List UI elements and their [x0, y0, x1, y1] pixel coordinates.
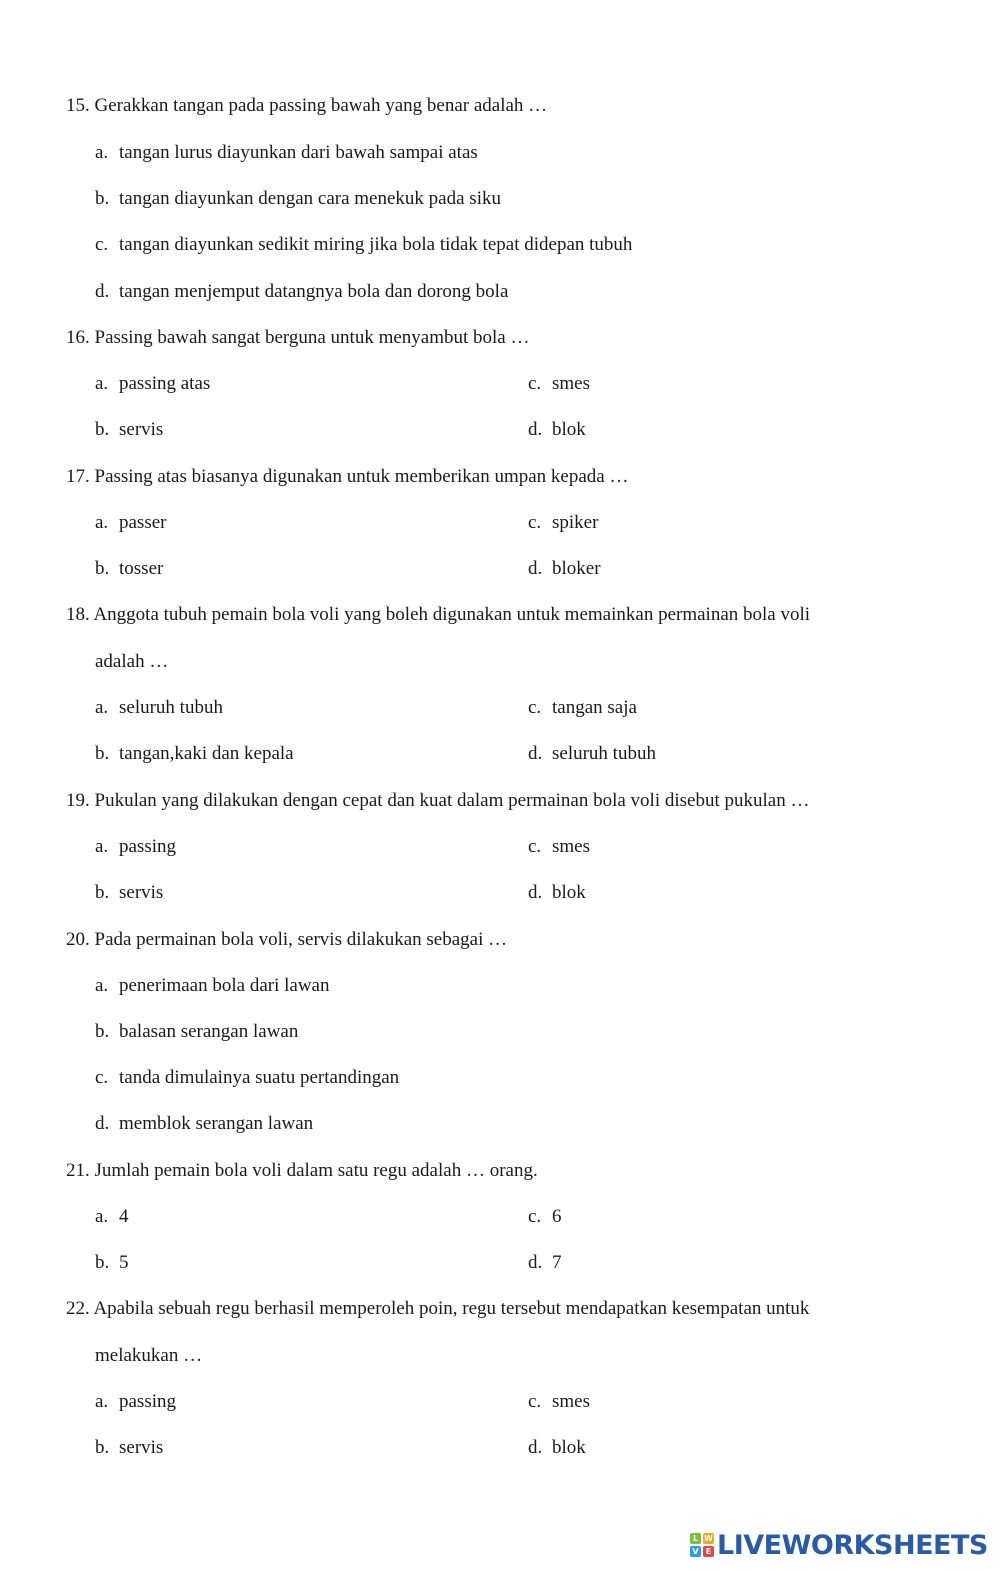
- question-18-continuation: adalah …: [95, 651, 169, 672]
- option-letter: b.: [95, 1437, 110, 1458]
- question-text: Passing bawah sangat berguna untuk menyambut bola …: [94, 327, 530, 348]
- option-letter: a.: [95, 697, 109, 718]
- option-letter: b.: [95, 419, 110, 440]
- question-number: 15.: [66, 95, 90, 116]
- option-17b[interactable]: [95, 558, 163, 580]
- option-text: tangan diayunkan sedikit miring jika bola tidak tepat didepan tubuh: [119, 234, 633, 255]
- option-letter: c.: [95, 234, 109, 255]
- option-21d[interactable]: [528, 1252, 562, 1274]
- option-text: 4: [119, 1206, 129, 1227]
- logo-icon-tile: E: [703, 1546, 714, 1557]
- question-22: [66, 1298, 809, 1320]
- option-text: tangan,kaki dan kepala: [119, 743, 294, 764]
- liveworksheets-logo[interactable]: [690, 1528, 990, 1562]
- question-number: 16.: [66, 327, 90, 348]
- option-text: penerimaan bola dari lawan: [119, 975, 330, 996]
- option-text: servis: [119, 419, 164, 440]
- question-17: [66, 466, 628, 488]
- option-letter: b.: [95, 882, 110, 903]
- option-text: smes: [552, 836, 590, 857]
- option-letter: c.: [528, 836, 542, 857]
- option-text: blok: [552, 1437, 586, 1458]
- option-text: smes: [552, 1391, 590, 1412]
- logo-icon-tile: W: [704, 1534, 713, 1543]
- option-text: memblok serangan lawan: [119, 1113, 314, 1134]
- option-19d[interactable]: [528, 882, 586, 904]
- question-16: [66, 327, 530, 349]
- option-text: tosser: [119, 558, 164, 579]
- question-15: [66, 95, 547, 117]
- question-text: Apabila sebuah regu berhasil memperoleh poin, regu tersebut mendapatkan kesempatan untuk: [93, 1298, 810, 1319]
- option-15d[interactable]: [95, 281, 508, 303]
- question-number: 19.: [66, 790, 90, 811]
- option-letter: b.: [95, 1252, 110, 1273]
- question-number: 20.: [66, 929, 90, 950]
- option-letter: a.: [95, 1206, 109, 1227]
- option-22c[interactable]: [528, 1391, 590, 1413]
- option-text: 5: [119, 1252, 129, 1273]
- option-text: blok: [552, 419, 586, 440]
- option-17d[interactable]: [528, 558, 601, 580]
- option-letter: b.: [95, 188, 110, 209]
- option-22d[interactable]: [528, 1437, 586, 1459]
- question-text: Pada permainan bola voli, servis dilakukan sebagai …: [94, 929, 508, 950]
- option-22b[interactable]: [95, 1437, 163, 1459]
- option-18c[interactable]: [528, 697, 637, 719]
- logo-icon-tile: L: [690, 1533, 701, 1544]
- question-19: [66, 790, 809, 812]
- option-19b[interactable]: [95, 882, 163, 904]
- option-letter: a.: [95, 373, 109, 394]
- logo-text: LIVEWORKSHEETS: [717, 1529, 988, 1561]
- question-text: Jumlah pemain bola voli dalam satu regu adalah … orang.: [94, 1160, 538, 1181]
- option-18a[interactable]: [95, 697, 223, 719]
- question-number: 17.: [66, 466, 90, 487]
- question-number: 18.: [66, 604, 90, 625]
- option-20a[interactable]: [95, 975, 329, 997]
- option-letter: d.: [528, 1252, 543, 1273]
- option-text: passer: [119, 512, 167, 533]
- question-22-continuation: melakukan …: [95, 1345, 203, 1366]
- question-18: [66, 604, 810, 626]
- option-17a[interactable]: [95, 512, 166, 534]
- option-letter: d.: [528, 419, 543, 440]
- option-letter: a.: [95, 142, 109, 163]
- option-17c[interactable]: [528, 512, 598, 534]
- option-text: seluruh tubuh: [552, 743, 656, 764]
- option-16a[interactable]: [95, 373, 210, 395]
- option-text: 6: [552, 1206, 562, 1227]
- option-20b[interactable]: [95, 1021, 298, 1043]
- option-18d[interactable]: [528, 743, 656, 765]
- option-letter: b.: [95, 743, 110, 764]
- option-text: servis: [119, 1437, 164, 1458]
- option-text: blok: [552, 882, 586, 903]
- option-20c[interactable]: [95, 1067, 399, 1089]
- option-letter: b.: [95, 1021, 110, 1042]
- option-15c[interactable]: [95, 234, 632, 256]
- option-text: 7: [552, 1252, 562, 1273]
- option-16b[interactable]: [95, 419, 163, 441]
- question-text: Anggota tubuh pemain bola voli yang boleh digunakan untuk memainkan permainan bola voli: [93, 604, 811, 625]
- option-letter: a.: [95, 1391, 109, 1412]
- option-20d[interactable]: [95, 1113, 313, 1135]
- option-text: passing atas: [119, 373, 211, 394]
- option-text: tangan saja: [552, 697, 637, 718]
- option-letter: b.: [95, 558, 110, 579]
- option-19c[interactable]: [528, 836, 590, 858]
- option-21b[interactable]: [95, 1252, 129, 1274]
- option-15a[interactable]: [95, 142, 478, 164]
- question-number: 22.: [66, 1298, 90, 1319]
- option-letter: a.: [95, 836, 109, 857]
- option-letter: d.: [528, 743, 543, 764]
- option-text: servis: [119, 882, 164, 903]
- option-text: spiker: [552, 512, 599, 533]
- logo-icon-tile: V: [690, 1546, 701, 1557]
- option-text: passing: [119, 1391, 176, 1412]
- option-letter: d.: [528, 1437, 543, 1458]
- option-letter: d.: [528, 882, 543, 903]
- option-letter: c.: [528, 512, 542, 533]
- option-letter: a.: [95, 975, 109, 996]
- option-16c[interactable]: [528, 373, 590, 395]
- option-letter: c.: [528, 1206, 542, 1227]
- option-text: seluruh tubuh: [119, 697, 223, 718]
- option-21a[interactable]: [95, 1206, 129, 1228]
- option-letter: d.: [528, 558, 543, 579]
- option-21c[interactable]: [528, 1206, 562, 1228]
- option-letter: a.: [95, 512, 109, 533]
- option-text: tanda dimulainya suatu pertandingan: [119, 1067, 400, 1088]
- question-text: Passing atas biasanya digunakan untuk memberikan umpan kepada …: [94, 466, 629, 487]
- option-letter: c.: [528, 373, 542, 394]
- question-20: [66, 929, 507, 951]
- option-text: smes: [552, 373, 590, 394]
- option-16d[interactable]: [528, 419, 586, 441]
- option-letter: d.: [95, 1113, 110, 1134]
- question-number: 21.: [66, 1160, 90, 1181]
- option-19a[interactable]: [95, 836, 176, 858]
- option-18b[interactable]: [95, 743, 294, 765]
- option-text: bloker: [552, 558, 601, 579]
- option-22a[interactable]: [95, 1391, 176, 1413]
- option-text: tangan lurus diayunkan dari bawah sampai atas: [119, 142, 478, 163]
- option-text: tangan diayunkan dengan cara menekuk pada siku: [119, 188, 501, 209]
- option-letter: c.: [528, 1391, 542, 1412]
- option-text: balasan serangan lawan: [119, 1021, 299, 1042]
- option-letter: c.: [95, 1067, 109, 1088]
- option-letter: c.: [528, 697, 542, 718]
- option-15b[interactable]: [95, 188, 501, 210]
- option-text: tangan menjemput datangnya bola dan dorong bola: [119, 281, 509, 302]
- question-text: Pukulan yang dilakukan dengan cepat dan kuat dalam permainan bola voli disebut pukulan …: [94, 790, 810, 811]
- option-text: passing: [119, 836, 176, 857]
- liveworksheets-logo-icon: [690, 1533, 714, 1557]
- question-21: [66, 1160, 538, 1182]
- question-text: Gerakkan tangan pada passing bawah yang benar adalah …: [94, 95, 548, 116]
- option-letter: d.: [95, 281, 110, 302]
